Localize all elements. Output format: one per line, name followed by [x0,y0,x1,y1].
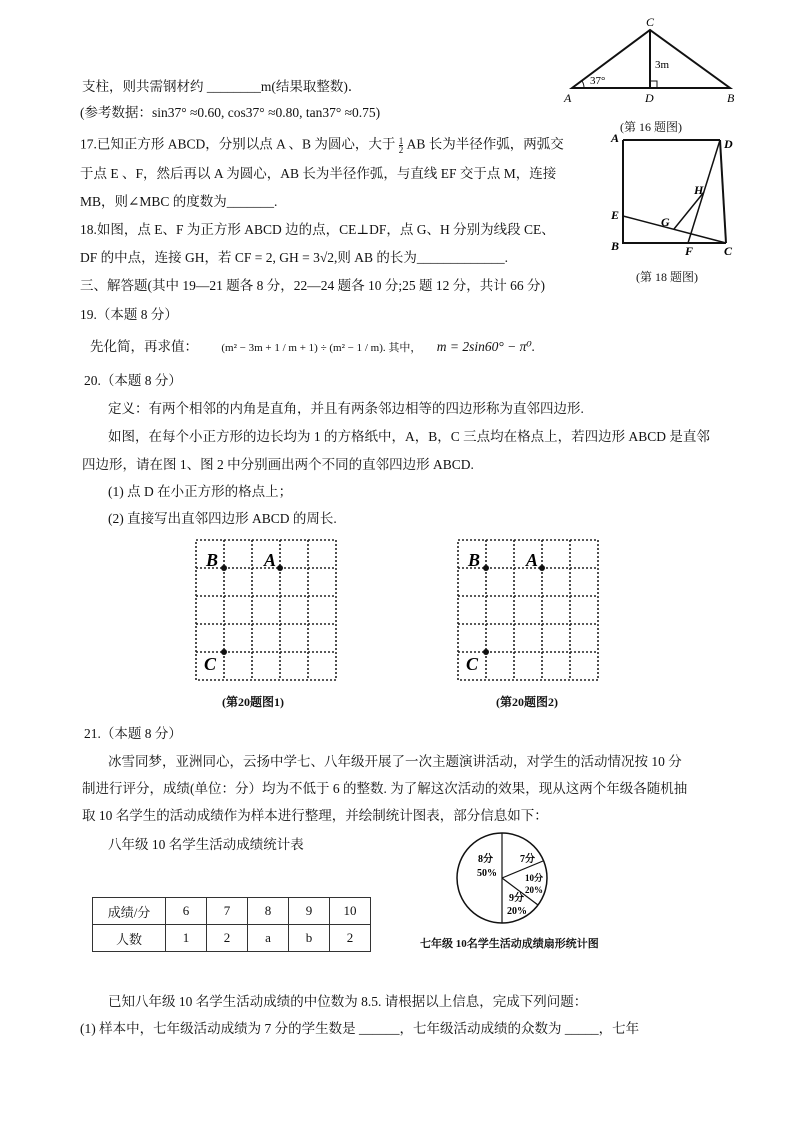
grid2-label-a: A [526,550,539,570]
q20-para-1: 如图，在每个小正方形的边长均为 1 的方格纸中，A，B，C 三点均在格点上，若四边形 ABCD 是直邻 [108,429,710,444]
fig18-label-h: H [694,183,704,197]
q21-known: 已知八年级 10 名学生活动成绩的中位数为 8.5. 请根据以上信息，完成下列问题： [108,994,588,1009]
fig18-caption: (第 18 题图) [636,270,698,284]
score-table [92,897,371,952]
q21-para-1: 冰雪同梦，亚洲同心，云扬中学七、八年级开展了一次主题演讲活动，对学生的活动情况按 10 分 [108,754,682,769]
section-3-heading: 三、解答题(其中 19—21 题各 8 分，22—24 题各 10 分;25 题 12 分，共计 66 分) [80,278,545,293]
q18-line-2: DF 的中点，连接 GH，若 CF = 2, GH = 3√2,则 AB 的长为_____________. [80,250,509,265]
fig20-caption-1: (第20题图1) [222,695,284,709]
grid1-label-b: B [206,550,219,570]
grid1-label-a: A [264,550,277,570]
table-cell: b [289,925,330,952]
q21-para-2: 制进行评分，成绩(单位：分）均为不低于 6 的整数. 为了解这次活动的效果，现从这两个年级各随机抽 [82,781,688,796]
q19-expression: (m² − 3m + 1 / m + 1) ÷ (m² − 1 / m). 其中， [221,342,422,354]
q21-table-title: 八年级 10 名学生活动成绩统计表 [108,837,304,852]
table-row [93,925,371,952]
q21-para-3: 取 10 名学生的活动成绩作为样本进行整理，并绘制统计图表，部分信息如下： [82,808,548,823]
fig18-label-d: D [724,137,733,151]
table-cell: 人数 [93,925,166,952]
q21-subquestion-1: (1) 样本中，七年级活动成绩为 7 分的学生数是 ______，七年级活动成绩的众数为 _____，七年 [80,1021,640,1036]
grid2-label-c: C [466,654,479,674]
table-cell: 10 [330,898,371,925]
fig16-label-a: A [564,91,572,105]
figure-18 [608,128,743,256]
q20-item-2: (2) 直接写出直邻四边形 ABCD 的周长. [108,511,337,526]
fig16-caption: (第 16 题图) [620,120,682,134]
fig16-height: 3m [655,59,670,71]
reference-data-line: (参考数据：sin37° ≈0.60, cos37° ≈0.80, tan37° ≈0.75) [80,105,381,120]
table-cell: 9 [289,898,330,925]
figure-16 [560,14,740,106]
figure-20-grid-1 [190,534,350,692]
pie-label-8: 8分 [478,854,493,865]
q21-heading: 21.（本题 8 分） [84,726,182,741]
q19-text: 先化简，再求值： (m² − 3m + 1 / m + 1) ÷ (m² − 1 / m). 其中， m = 2sin60° − π⁰. [90,339,536,354]
fig20-caption-2: (第20题图2) [496,695,558,709]
table-cell: 2 [330,925,371,952]
table-cell: 8 [248,898,289,925]
fig16-angle: 37° [590,75,606,87]
q18-line-1: 18.如图，点 E、F 为正方形 ABCD 边的点，CE⊥DF，点 G、H 分别为线段 CE、 [80,222,555,237]
q20-para-2: 四边形，请在图 1、图 2 中分别画出两个不同的直邻四边形 ABCD. [82,457,474,472]
q20-definition: 定义：有两个相邻的内角是直角，并且有两条邻边相等的四边形称为直邻四边形. [108,401,584,416]
pie-label-9: 9分 [509,893,524,904]
table-cell: a [248,925,289,952]
pie-caption: 七年级 10名学生活动成绩扇形统计图 [420,938,599,950]
grid1-label-c: C [204,654,217,674]
fraction-half: $\frac{1}{2}$ [398,136,404,155]
pie-chart [452,830,562,928]
figure-20-grid-2 [452,534,612,692]
q16-tail-line: 支柱，则共需钢材约 ________m(结果取整数)． [82,79,362,94]
fig18-label-e: E [611,208,620,222]
fig16-label-c: C [646,15,655,29]
table-cell: 6 [166,898,207,925]
q19-heading: 19.（本题 8 分） [80,307,178,322]
pie-percent-8: 50% [477,868,497,879]
pie-label-7: 7分 [520,854,535,865]
table-cell: 7 [207,898,248,925]
q20-heading: 20.（本题 8 分） [84,373,182,388]
grid2-label-b: B [468,550,481,570]
q20-item-1: (1) 点 D 在小正方形的格点上； [108,484,293,499]
fig16-label-b: B [727,91,735,105]
fig18-label-a: A [611,131,620,145]
fig18-label-g: G [661,215,670,229]
pie-label-10: 10分 [525,873,544,883]
q17-line-3: MB，则∠MBC 的度数为_______. [80,194,278,209]
table-cell: 1 [166,925,207,952]
q19-condition: m = 2sin60° − π⁰. [436,339,536,354]
table-cell: 2 [207,925,248,952]
fig18-label-f: F [685,244,694,256]
table-cell: 成绩/分 [93,898,166,925]
q17-line-2: 于点 E 、F，然后再以 A 为圆心，AB 长为半径作弧，与直线 EF 交于点 M，连接 [80,166,557,181]
fig18-label-b: B [611,239,620,253]
q17-line-1: 17.已知正方形 ABCD，分别以点 A 、B 为圆心，大于 $\frac{1}{2}$ AB 长为半径作弧，两弧交 [80,136,564,155]
table-row [93,898,371,925]
fig18-label-c: C [724,244,733,256]
pie-percent-9: 20% [507,906,527,917]
pie-percent-10: 20% [525,885,543,895]
fig16-label-d: D [645,91,654,105]
